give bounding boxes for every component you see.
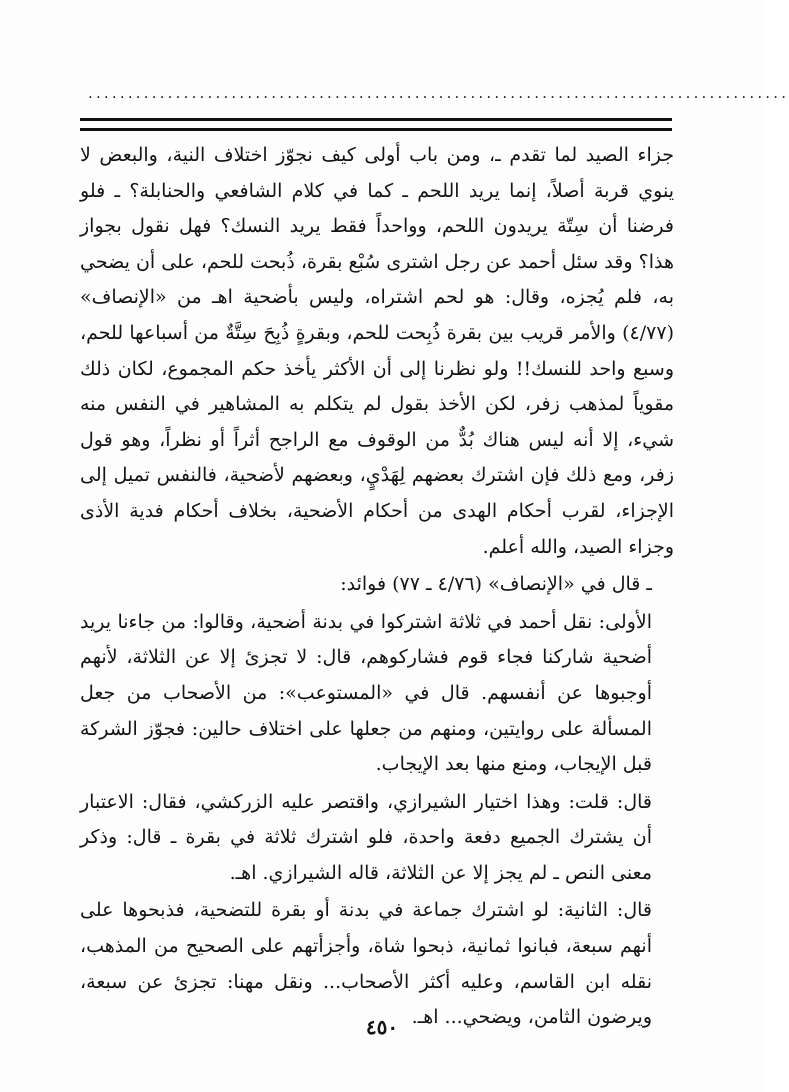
page-body xyxy=(80,138,674,1036)
paragraph-4: قال: قلت: وهذا اختيار الشيرازي، واقتصر عليه الزركشي، فقال: الاعتبار أن يشترك الجميع دفعة واحدة، فلو اشترك ثلاثة في بقرة ـ قال: وذكر معنى النص ـ لم يجز إلا عن الثلاثة، قاله الشيرازي. اهـ. xyxy=(80,790,652,884)
header-rule-bottom xyxy=(80,128,672,131)
paragraph-2: ـ قال في «الإنصاف» (٤/٧٦ ـ ٧٧) فوائد: xyxy=(340,573,652,596)
paragraph-5: قال: الثانية: لو اشترك جماعة في بدنة أو بقرة للتضحية، فذبحوها على أنهم سبعة، فبانوا ثمانية، ذبحوا شاة، وأجزأتهم على الصحيح من المذهب، نقله ابن القاسم، وعليه أكثر الأصحاب... ونقل مهنا: تجزئ عن سبعة، ويرضون الثامن، ويضحي... اهـ. xyxy=(80,899,652,1029)
paragraph-1: جزاء الصيد لما تقدم ـ، ومن باب أولى كيف نجوّز اختلاف النية، والبعض لا ينوي قربة أصلاً، إنما يريد اللحم ـ كما في كلام الشافعي والحنابلة؟ ـ فلو فرضنا أن سِتّة يريدون اللحم، وواحداً فقط يريد النسك؟ فهل نقول بجواز هذا؟ وقد سئل أحمد عن رجل اشترى سُبْع بقرة، ذُبحت للحم، على أن يضحي به، فلم يُجزه، وقال: هو لحم اشتراه، وليس بأضحية اهـ من «الإنصاف» (٤/٧٧) والأمر قريب بين بقرة ذُبِحت للحم، وبقرةٍ ذُبِحَ سِتَّةٌ من أسباعها للحم، وسبع واحد للنسك!! ولو نظرنا إلى أن الأكثر يأخذ حكم المجموع، لكان ذلك مقوياً لمذهب زفر، لكن الأخذ بقول لم يتكلم به المشاهير في النفس منه شيء، إلا أنه ليس هناك بُدٌّ من الوقوف مع الراجح أثراً أو نظراً، وهو قول زفر، ومع ذلك فإن اشترك بعضهم لِهَدْيٍ، وبعضهم لأضحية، فالنفس تميل إلى الإجزاء، لقرب أحكام الهدى من أحكام الأضحية، بخلاف أحكام فدية الأذى وجزاء الصيد، والله أعلم. xyxy=(80,144,674,558)
paragraph-3: الأولى: نقل أحمد في ثلاثة اشتركوا في بدنة أضحية، وقالوا: من جاءنا يريد أضحية شاركنا فجاء قوم فشاركوهم، قال: لا تجزئ إلا عن الثلاثة، لأنهم أوجبوها عن أنفسهم. قال في «المستوعب»: من الأصحاب من جعل المسألة على روايتين، ومنهم من جعلها على اختلاف حالين: فجوّز الشركة قبل الإيجاب، ومنع منها بعد الإيجاب. xyxy=(80,610,652,776)
header-dotted-line: ........................................................................................ xyxy=(88,84,789,102)
header-rule-top xyxy=(80,118,672,121)
page-number: ٤٥٠ xyxy=(365,1015,399,1039)
